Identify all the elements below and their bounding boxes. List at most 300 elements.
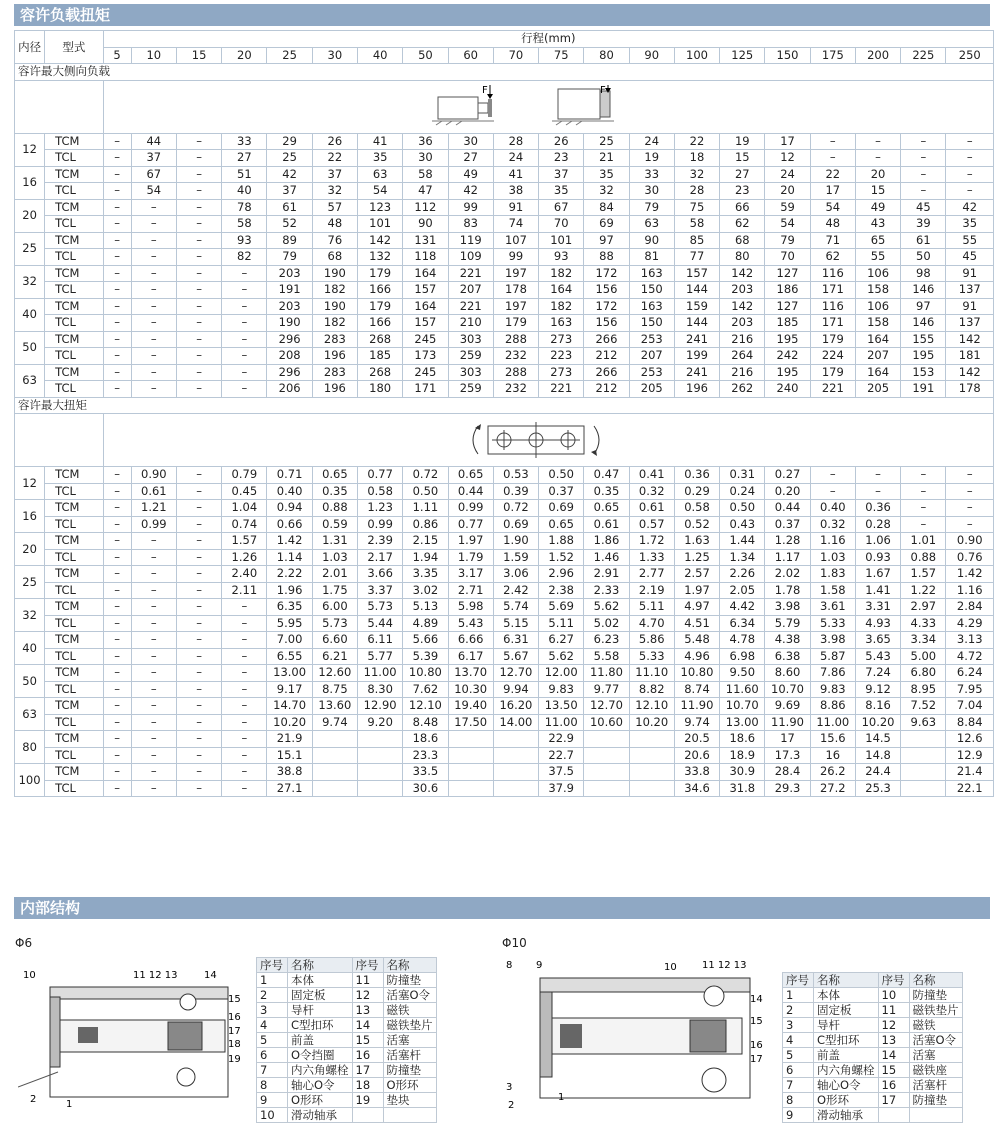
parts-cell xyxy=(352,1108,383,1123)
side-load-diagram xyxy=(428,83,628,131)
value-cell: 8.60 xyxy=(765,665,810,682)
parts-header-cell: 序号 xyxy=(257,958,288,973)
parts-row xyxy=(783,1048,963,1063)
value-cell: 1.42 xyxy=(267,533,312,550)
value-cell: 3.17 xyxy=(448,566,493,583)
value-cell: 18.6 xyxy=(403,731,448,748)
value-cell: 0.65 xyxy=(448,467,493,484)
value-cell: 16 xyxy=(810,747,855,764)
value-cell: 9.74 xyxy=(312,714,357,731)
value-cell: 2.40 xyxy=(222,566,267,583)
value-cell: 0.77 xyxy=(358,467,403,484)
model-cell: TCL xyxy=(45,315,103,332)
value-cell: 93 xyxy=(539,249,584,266)
model-cell: TCM xyxy=(45,364,103,381)
value-cell: 15 xyxy=(720,150,765,167)
value-cell: 8.95 xyxy=(901,681,946,698)
value-cell: 2.11 xyxy=(222,582,267,599)
phi6-label: Φ6 xyxy=(15,936,33,950)
value-cell: 144 xyxy=(674,282,719,299)
value-cell: – xyxy=(946,500,994,517)
value-cell: 47 xyxy=(403,183,448,200)
value-cell: 1.21 xyxy=(131,500,176,517)
value-cell: 38 xyxy=(493,183,538,200)
value-cell: 84 xyxy=(584,199,629,216)
value-cell: 0.76 xyxy=(946,549,994,566)
model-cell: TCM xyxy=(45,764,103,781)
value-cell: 10.80 xyxy=(674,665,719,682)
parts-cell: 防撞垫 xyxy=(383,973,436,988)
value-cell: 11.00 xyxy=(810,714,855,731)
value-cell: 2.19 xyxy=(629,582,674,599)
value-cell: – xyxy=(176,298,221,315)
value-cell: 6.00 xyxy=(312,599,357,616)
bore-cell: 25 xyxy=(15,232,45,265)
value-cell: 12.6 xyxy=(946,731,994,748)
parts-cell: 本体 xyxy=(814,988,879,1003)
value-cell: 1.57 xyxy=(901,566,946,583)
svg-text:16: 16 xyxy=(228,1012,241,1023)
value-cell: 7.95 xyxy=(946,681,994,698)
stroke-col-header: 40 xyxy=(358,47,403,64)
value-cell: – xyxy=(810,150,855,167)
parts-cell: 滑动轴承 xyxy=(814,1108,879,1123)
value-cell: 9.94 xyxy=(493,681,538,698)
value-cell: 36 xyxy=(403,133,448,150)
value-cell: 27.2 xyxy=(810,780,855,797)
stroke-col-header: 200 xyxy=(855,47,900,64)
table-row xyxy=(15,249,994,266)
svg-text:11 12 13: 11 12 13 xyxy=(702,960,747,971)
section-title-structure: 内部结构 xyxy=(14,897,990,919)
value-cell xyxy=(901,731,946,748)
value-cell: 190 xyxy=(312,265,357,282)
value-cell: 20.5 xyxy=(674,731,719,748)
value-cell: 146 xyxy=(901,282,946,299)
bore-cell: 12 xyxy=(15,467,45,500)
value-cell xyxy=(448,747,493,764)
value-cell: 6.60 xyxy=(312,632,357,649)
value-cell: 11.00 xyxy=(358,665,403,682)
value-cell: – xyxy=(103,681,131,698)
value-cell: 9.77 xyxy=(584,681,629,698)
value-cell: 12.70 xyxy=(584,698,629,715)
value-cell: 283 xyxy=(312,364,357,381)
value-cell: 6.38 xyxy=(765,648,810,665)
parts-cell: O形环 xyxy=(288,1093,353,1108)
value-cell: 0.44 xyxy=(448,483,493,500)
value-cell: – xyxy=(222,681,267,698)
value-cell: – xyxy=(103,364,131,381)
value-cell: 5.33 xyxy=(810,615,855,632)
value-cell: 241 xyxy=(674,331,719,348)
value-cell: 1.25 xyxy=(674,549,719,566)
parts-row xyxy=(257,1063,437,1078)
parts-header-cell: 序号 xyxy=(783,973,814,988)
value-cell: 0.88 xyxy=(312,500,357,517)
parts-cell: 4 xyxy=(257,1018,288,1033)
value-cell: 7.86 xyxy=(810,665,855,682)
value-cell: 0.35 xyxy=(584,483,629,500)
value-cell: 6.66 xyxy=(448,632,493,649)
parts-cell: 6 xyxy=(257,1048,288,1063)
value-cell: – xyxy=(176,698,221,715)
table-row xyxy=(15,648,994,665)
value-cell: 1.63 xyxy=(674,533,719,550)
parts-cell: 16 xyxy=(878,1078,909,1093)
value-cell: – xyxy=(103,298,131,315)
parts-row xyxy=(783,1108,963,1123)
parts-row xyxy=(783,1003,963,1018)
value-cell: 5.87 xyxy=(810,648,855,665)
svg-text:8: 8 xyxy=(506,960,513,971)
model-cell: TCM xyxy=(45,632,103,649)
stroke-col-header: 5 xyxy=(103,47,131,64)
torque-label: 容许最大扭矩 xyxy=(15,397,994,414)
value-cell: 22.1 xyxy=(946,780,994,797)
parts-row xyxy=(783,1033,963,1048)
bore-cell: 32 xyxy=(15,599,45,632)
phi6-parts-table xyxy=(256,957,437,1123)
value-cell: – xyxy=(103,764,131,781)
parts-cell: 磁铁 xyxy=(909,1018,962,1033)
parts-cell: 7 xyxy=(257,1063,288,1078)
value-cell: 8.84 xyxy=(946,714,994,731)
value-cell: 28 xyxy=(674,183,719,200)
value-cell: – xyxy=(131,632,176,649)
value-cell: – xyxy=(176,265,221,282)
value-cell: 28 xyxy=(493,133,538,150)
value-cell: – xyxy=(222,282,267,299)
value-cell: 21 xyxy=(584,150,629,167)
value-cell: 171 xyxy=(810,282,855,299)
value-cell: 1.67 xyxy=(855,566,900,583)
table-row xyxy=(15,714,994,731)
stroke-col-header: 60 xyxy=(448,47,493,64)
table-row xyxy=(15,780,994,797)
value-cell: 6.80 xyxy=(901,665,946,682)
value-cell: 191 xyxy=(901,381,946,398)
value-cell: 0.93 xyxy=(855,549,900,566)
value-cell: 2.57 xyxy=(674,566,719,583)
parts-cell: 1 xyxy=(783,988,814,1003)
value-cell: 210 xyxy=(448,315,493,332)
value-cell: 58 xyxy=(403,166,448,183)
table-row xyxy=(15,549,994,566)
value-cell: 6.11 xyxy=(358,632,403,649)
parts-cell: 本体 xyxy=(288,973,353,988)
parts-cell: 13 xyxy=(878,1033,909,1048)
parts-cell: 5 xyxy=(783,1048,814,1063)
value-cell: – xyxy=(176,467,221,484)
stroke-col-header: 150 xyxy=(765,47,810,64)
value-cell: 3.34 xyxy=(901,632,946,649)
value-cell: – xyxy=(131,533,176,550)
value-cell: – xyxy=(131,232,176,249)
value-cell: 303 xyxy=(448,364,493,381)
value-cell: 3.35 xyxy=(403,566,448,583)
value-cell: 76 xyxy=(312,232,357,249)
value-cell: – xyxy=(946,467,994,484)
value-cell: – xyxy=(103,331,131,348)
model-cell: TCM xyxy=(45,232,103,249)
value-cell xyxy=(493,747,538,764)
value-cell: 7.62 xyxy=(403,681,448,698)
value-cell: 1.86 xyxy=(584,533,629,550)
table-row xyxy=(15,764,994,781)
value-cell xyxy=(493,780,538,797)
value-cell: 142 xyxy=(946,331,994,348)
value-cell: 83 xyxy=(448,216,493,233)
value-cell: 9.83 xyxy=(810,681,855,698)
value-cell: 52 xyxy=(267,216,312,233)
value-cell: 178 xyxy=(493,282,538,299)
value-cell: 12.10 xyxy=(403,698,448,715)
value-cell: 54 xyxy=(131,183,176,200)
value-cell: 5.33 xyxy=(629,648,674,665)
value-cell: 8.30 xyxy=(358,681,403,698)
value-cell: – xyxy=(131,698,176,715)
value-cell: 12.90 xyxy=(358,698,403,715)
value-cell: 203 xyxy=(267,298,312,315)
parts-row xyxy=(257,973,437,988)
value-cell: – xyxy=(103,500,131,517)
value-cell: 164 xyxy=(855,331,900,348)
table-row xyxy=(15,500,994,517)
value-cell: 0.86 xyxy=(403,516,448,533)
table-row xyxy=(15,747,994,764)
parts-row xyxy=(783,1078,963,1093)
value-cell: 107 xyxy=(493,232,538,249)
value-cell: 232 xyxy=(493,381,538,398)
value-cell: – xyxy=(222,348,267,365)
value-cell: 6.24 xyxy=(946,665,994,682)
svg-text:14: 14 xyxy=(204,970,217,981)
value-cell: 62 xyxy=(720,216,765,233)
value-cell: 208 xyxy=(267,348,312,365)
value-cell: 4.38 xyxy=(765,632,810,649)
side-load-label: 容许最大侧向负载 xyxy=(15,64,994,81)
value-cell: – xyxy=(103,150,131,167)
value-cell: – xyxy=(131,282,176,299)
value-cell: 7.04 xyxy=(946,698,994,715)
value-cell: 4.51 xyxy=(674,615,719,632)
value-cell: 1.42 xyxy=(946,566,994,583)
parts-cell: 5 xyxy=(257,1033,288,1048)
parts-cell: 防撞垫 xyxy=(909,988,962,1003)
value-cell: 0.20 xyxy=(765,483,810,500)
value-cell: 42 xyxy=(448,183,493,200)
value-cell: 32 xyxy=(312,183,357,200)
value-cell: 2.02 xyxy=(765,566,810,583)
table-row xyxy=(15,566,994,583)
value-cell: 164 xyxy=(855,364,900,381)
parts-row xyxy=(257,1003,437,1018)
parts-cell: 1 xyxy=(257,973,288,988)
value-cell: 0.31 xyxy=(720,467,765,484)
parts-cell: 导杆 xyxy=(288,1003,353,1018)
value-cell: 5.66 xyxy=(403,632,448,649)
parts-cell: 4 xyxy=(783,1033,814,1048)
value-cell: 16.20 xyxy=(493,698,538,715)
value-cell: 6.27 xyxy=(539,632,584,649)
value-cell: 10.20 xyxy=(267,714,312,731)
value-cell: 1.41 xyxy=(855,582,900,599)
value-cell: 0.65 xyxy=(584,500,629,517)
value-cell: 1.58 xyxy=(810,582,855,599)
parts-cell: 17 xyxy=(352,1063,383,1078)
value-cell: 42 xyxy=(946,199,994,216)
table-row xyxy=(15,348,994,365)
value-cell: 216 xyxy=(720,331,765,348)
value-cell: 156 xyxy=(584,282,629,299)
value-cell: – xyxy=(222,698,267,715)
svg-text:2: 2 xyxy=(30,1094,37,1105)
value-cell: 13.00 xyxy=(267,665,312,682)
value-cell: 296 xyxy=(267,364,312,381)
value-cell: 172 xyxy=(584,298,629,315)
model-cell: TCL xyxy=(45,483,103,500)
value-cell xyxy=(312,764,357,781)
value-cell: – xyxy=(901,500,946,517)
parts-cell: 磁铁座 xyxy=(909,1063,962,1078)
table-row xyxy=(15,665,994,682)
parts-row xyxy=(257,1048,437,1063)
parts-cell: 内六角螺栓 xyxy=(814,1063,879,1078)
value-cell: 20 xyxy=(765,183,810,200)
parts-cell: O形环 xyxy=(814,1093,879,1108)
value-cell: – xyxy=(176,714,221,731)
value-cell: – xyxy=(810,133,855,150)
table-row xyxy=(15,199,994,216)
value-cell: 173 xyxy=(403,348,448,365)
value-cell: 54 xyxy=(765,216,810,233)
table-row xyxy=(15,698,994,715)
bore-cell: 12 xyxy=(15,133,45,166)
value-cell: 1.22 xyxy=(901,582,946,599)
parts-cell: 固定板 xyxy=(288,988,353,1003)
value-cell: 22 xyxy=(674,133,719,150)
value-cell xyxy=(493,764,538,781)
value-cell: 12 xyxy=(765,150,810,167)
stroke-col-header: 175 xyxy=(810,47,855,64)
value-cell: 27 xyxy=(448,150,493,167)
value-cell: 32 xyxy=(584,183,629,200)
value-cell: 206 xyxy=(267,381,312,398)
value-cell: 0.69 xyxy=(493,516,538,533)
bore-header: 内径 xyxy=(15,31,45,64)
model-cell: TCM xyxy=(45,599,103,616)
value-cell: 212 xyxy=(584,381,629,398)
parts-cell: 9 xyxy=(783,1108,814,1123)
value-cell: 89 xyxy=(267,232,312,249)
value-cell: 30 xyxy=(403,150,448,167)
value-cell: 43 xyxy=(855,216,900,233)
model-header: 型式 xyxy=(45,31,103,64)
table-row xyxy=(15,533,994,550)
parts-header-cell: 名称 xyxy=(909,973,962,988)
value-cell: – xyxy=(176,549,221,566)
value-cell: – xyxy=(131,249,176,266)
value-cell: 18.6 xyxy=(720,731,765,748)
value-cell: 196 xyxy=(312,381,357,398)
parts-header-cell: 序号 xyxy=(352,958,383,973)
svg-text:10: 10 xyxy=(664,962,677,973)
value-cell: 2.15 xyxy=(403,533,448,550)
parts-cell: 10 xyxy=(878,988,909,1003)
value-cell: 221 xyxy=(448,298,493,315)
value-cell: 1.46 xyxy=(584,549,629,566)
model-cell: TCL xyxy=(45,747,103,764)
model-cell: TCL xyxy=(45,516,103,533)
value-cell: 185 xyxy=(358,348,403,365)
value-cell: 2.26 xyxy=(720,566,765,583)
value-cell xyxy=(901,780,946,797)
bore-cell: 20 xyxy=(15,199,45,232)
value-cell: 61 xyxy=(901,232,946,249)
value-cell: 91 xyxy=(493,199,538,216)
value-cell: 0.65 xyxy=(539,516,584,533)
value-cell: 179 xyxy=(810,331,855,348)
parts-cell: 7 xyxy=(783,1078,814,1093)
value-cell: 0.37 xyxy=(539,483,584,500)
model-cell: TCL xyxy=(45,714,103,731)
parts-cell: 活塞O令 xyxy=(909,1033,962,1048)
parts-cell: C型扣环 xyxy=(814,1033,879,1048)
value-cell: 232 xyxy=(493,348,538,365)
value-cell xyxy=(448,780,493,797)
value-cell: 0.69 xyxy=(539,500,584,517)
value-cell: 99 xyxy=(493,249,538,266)
value-cell: 1.16 xyxy=(810,533,855,550)
bore-cell: 40 xyxy=(15,632,45,665)
value-cell: 19 xyxy=(720,133,765,150)
value-cell: 51 xyxy=(222,166,267,183)
parts-cell: 15 xyxy=(878,1063,909,1078)
parts-cell: 11 xyxy=(352,973,383,988)
svg-text:19: 19 xyxy=(228,1054,241,1065)
value-cell: – xyxy=(103,183,131,200)
value-cell: 163 xyxy=(539,315,584,332)
value-cell: 1.97 xyxy=(674,582,719,599)
parts-cell: 12 xyxy=(352,988,383,1003)
value-cell: – xyxy=(103,780,131,797)
parts-cell: O形环 xyxy=(383,1078,436,1093)
value-cell: 35 xyxy=(358,150,403,167)
value-cell: 41 xyxy=(493,166,538,183)
value-cell: 157 xyxy=(403,315,448,332)
value-cell: 0.28 xyxy=(855,516,900,533)
value-cell: – xyxy=(176,648,221,665)
value-cell: – xyxy=(222,599,267,616)
model-cell: TCM xyxy=(45,199,103,216)
value-cell: – xyxy=(103,133,131,150)
value-cell: 20.6 xyxy=(674,747,719,764)
value-cell: – xyxy=(103,467,131,484)
value-cell: – xyxy=(222,648,267,665)
stroke-col-header: 250 xyxy=(946,47,994,64)
value-cell: 93 xyxy=(222,232,267,249)
value-cell: 85 xyxy=(674,232,719,249)
parts-cell: 活塞 xyxy=(909,1048,962,1063)
svg-text:18: 18 xyxy=(228,1039,241,1050)
bore-cell: 63 xyxy=(15,364,45,397)
value-cell: – xyxy=(131,331,176,348)
value-cell: – xyxy=(131,599,176,616)
stroke-col-header: 15 xyxy=(176,47,221,64)
value-cell: – xyxy=(103,249,131,266)
value-cell: – xyxy=(103,166,131,183)
